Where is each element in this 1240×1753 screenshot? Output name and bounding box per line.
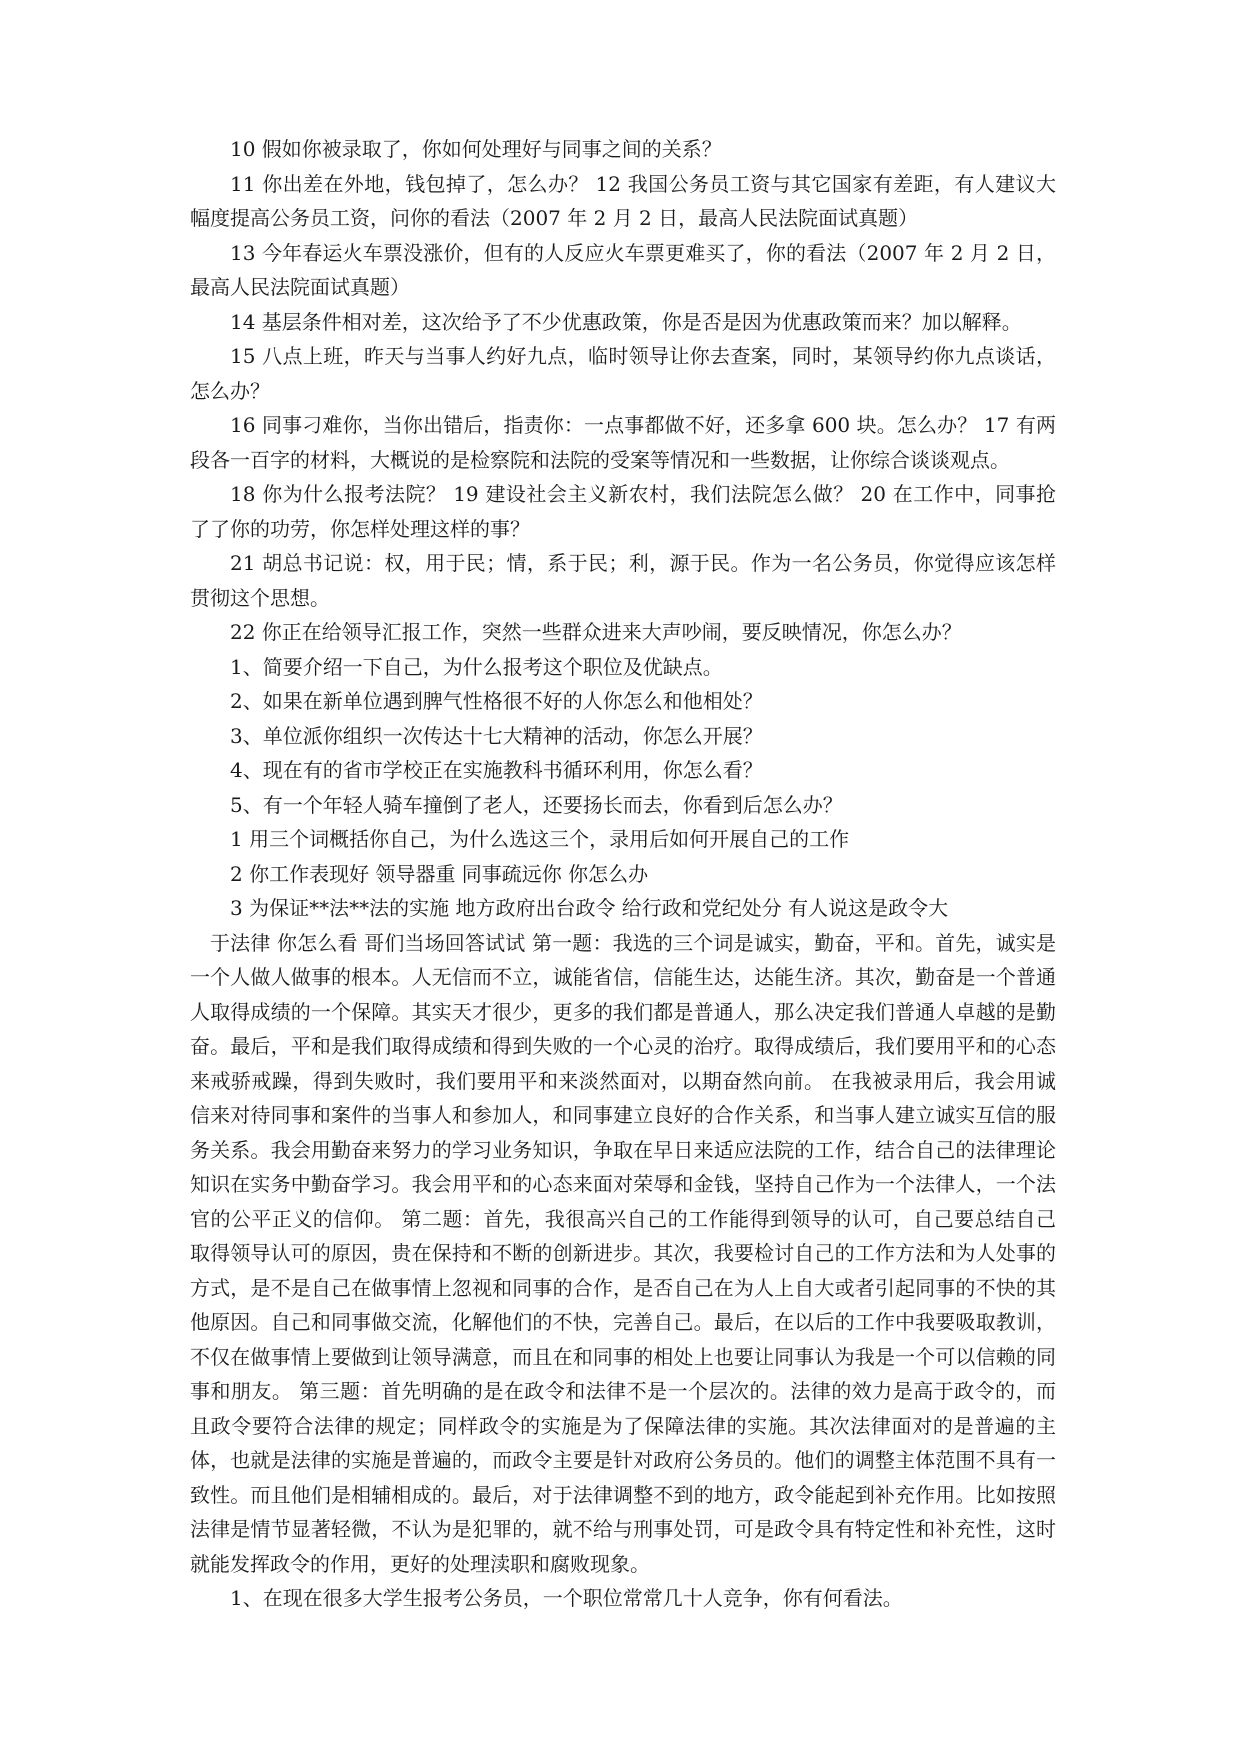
numbered-item-3: 3 为保证**法**法的实施 地方政府出台政令 给行政和党纪处分 有人说这是政令大 bbox=[230, 896, 949, 920]
list-item-5: 5、有一个年轻人骑车撞倒了老人，还要扬长而去，你看到后怎么办？ bbox=[230, 792, 843, 817]
question-14: 14 基层条件相对差，这次给予了不少优惠政策，你是否是因为优惠政策而来？加以解释。 bbox=[230, 309, 1022, 334]
document-page bbox=[190, 132, 1056, 1616]
question-18-20: 18 你为什么报考法院？ 19 建设社会主义新农村，我们法院怎么做？ 20 在工作中，同事抢了了你的功劳，你怎样处理这样的事？ bbox=[190, 482, 1056, 541]
list-item-3: 3、单位派你组织一次传达十七大精神的活动，你怎么开展？ bbox=[230, 723, 763, 748]
final-question: 1、在现在很多大学生报考公务员，一个职位常常几十人竞争，你有何看法。 bbox=[230, 1586, 903, 1610]
question-15: 15 八点上班，昨天与当事人约好九点，临时领导让你去查案，同时，某领导约你九点谈话，怎么办？ bbox=[190, 344, 1056, 403]
question-16-17: 16 同事刁难你，当你出错后，指责你：一点事都做不好，还多拿 600 块。怎么办？ 17 有两段各一百字的材料，大概说的是检察院和法院的受案等情况和一些数据，让你综合谈谈观点。 bbox=[190, 413, 1056, 472]
question-11-12: 11 你出差在外地，钱包掉了，怎么办？ 12 我国公务员工资与其它国家有差距，有人建议大幅度提高公务员工资，问你的看法（2007 年 2 月 2 日，最高人民法院面试真题） bbox=[190, 171, 1056, 230]
list-item-1: 1、简要介绍一下自己，为什么报考这个职位及优缺点。 bbox=[230, 654, 723, 679]
answer-paragraph: 于法律 你怎么看 哥们当场回答试试 第一题：我选的三个词是诚实，勤奋，平和。首先，诚实是一个人做人做事的根本。人无信而不立，诚能省信，信能生达，达能生济。其次，勤奋是一个普通人取得成绩的一个保障。其实天才很少，更多的我们都是普通人，那么决定我们普通人卓越的是勤奋。最后，平和是我们取得成绩和得到失败的一个心灵的治疗。取得成绩后，我们要用平和的心态来戒骄戒躁，得到失败时，我们要用平和来淡然面对，以期奋然向前。 在我被录用后，我会用诚信来对待同事和案件的当事人和参加人，和同事建立良好的合作关系，和当事人建立诚实互信的服务关系。我会用勤奋来努力的学习业务知识，争取在早日来适应法院的工作，结合自己的法律理论知识在实务中勤奋学习。我会用平和的心态来面对荣辱和金钱，坚持自己作为一个法律人，一个法官的公平正义的信仰。 第二题：首先，我很高兴自己的工作能得到领导的认可，自己要总结自己取得领导认可的原因，贵在保持和不断的创新进步。其次，我要检讨自己的工作方法和为人处事的方式，是不是自己在做事情上忽视和同事的合作，是否自己在为人上自大或者引起同事的不快的其他原因。自己和同事做交流，化解他们的不快，完善自己。最后，在以后的工作中我要吸取教训，不仅在做事情上要做到让领导满意，而且在和同事的相处上也要让同事认为我是一个可以信赖的同事和朋友。 第三题：首先明确的是在政令和法律不是一个层次的。法律的效力是高于政令的，而且政令要符合法律的规定；同样政令的实施是为了保障法律的实施。其次法律面对的是普遍的主体，也就是法律的实施是普遍的，而政令主要是针对政府公务员的。他们的调整主体范围不具有一致性。而且他们是相辅相成的。最后，对于法律调整不到的地方，政令能起到补充作用。比如按照法律是情节显著轻微，不认为是犯罪的，就不给与刑事处罚，可是政令具有特定性和补充性，这时就能发挥政令的作用，更好的处理渎职和腐败现象。 bbox=[190, 930, 1056, 1576]
list-item-4: 4、现在有的省市学校正在实施教科书循环利用，你怎么看？ bbox=[230, 758, 763, 782]
question-10: 10 假如你被录取了，你如何处理好与同事之间的关系？ bbox=[230, 137, 722, 161]
question-21: 21 胡总书记说：权，用于民；情，系于民；利，源于民。作为一名公务员，你觉得应该怎样贯彻这个思想。 bbox=[190, 551, 1056, 610]
list-item-2: 2、如果在新单位遇到脾气性格很不好的人你怎么和他相处？ bbox=[230, 689, 763, 713]
numbered-item-1: 1 用三个词概括你自己，为什么选这三个，录用后如何开展自己的工作 bbox=[230, 827, 850, 851]
question-22: 22 你正在给领导汇报工作，突然一些群众进来大声吵闹，要反映情况，你怎么办？ bbox=[230, 620, 962, 644]
question-13: 13 今年春运火车票没涨价，但有的人反应火车票更难买了，你的看法（2007 年 2 月 2 日，最高人民法院面试真题） bbox=[190, 240, 1056, 299]
numbered-item-2: 2 你工作表现好 领导器重 同事疏远你 你怎么办 bbox=[230, 861, 649, 886]
